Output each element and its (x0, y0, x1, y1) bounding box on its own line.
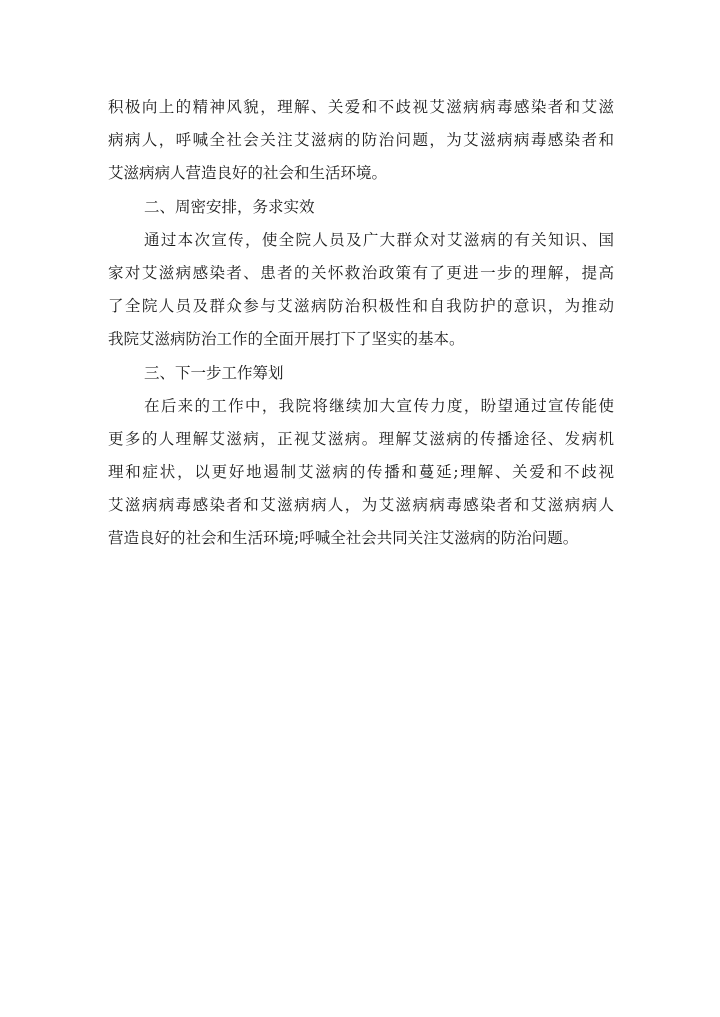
paragraph-line: 艾滋病病毒感染者和艾滋病病人，为艾滋病病毒感染者和艾滋病病人 (108, 496, 614, 514)
section-heading-2: 二、周密安排，务求实效 (144, 198, 315, 216)
paragraph-line: 家对艾滋病感染者、患者的关怀救治政策有了更进一步的理解，提高 (108, 264, 614, 282)
paragraph-2 (108, 224, 614, 356)
paragraph-line: 艾滋病病人营造良好的社会和生活环境。 (108, 164, 388, 182)
paragraph-line: 了全院人员及群众参与艾滋病防治积极性和自我防护的意识，为推动 (108, 297, 614, 315)
paragraph-3 (108, 390, 614, 555)
paragraph-line: 理和症状，以更好地遏制艾滋病的传播和蔓延;理解、关爱和不歧视 (108, 463, 614, 481)
paragraph-line: 通过本次宣传，使全院人员及广大群众对艾滋病的有关知识、国 (144, 231, 614, 249)
paragraph-line: 营造良好的社会和生活环境;呼喊全社会共同关注艾滋病的防治问题。 (108, 529, 579, 547)
section-heading-3: 三、下一步工作筹划 (144, 364, 284, 382)
paragraph-line: 病病人，呼喊全社会关注艾滋病的防治问题，为艾滋病病毒感染者和 (108, 131, 614, 149)
paragraph-line: 在后来的工作中，我院将继续加大宣传力度，盼望通过宣传能使 (144, 397, 614, 415)
document-body (108, 91, 614, 555)
paragraph-1 (108, 91, 614, 190)
paragraph-line: 更多的人理解艾滋病，正视艾滋病。理解艾滋病的传播途径、发病机 (108, 430, 614, 448)
paragraph-line: 我院艾滋病防治工作的全面开展打下了坚实的基本。 (108, 330, 465, 348)
paragraph-line: 积极向上的精神风貌，理解、关爱和不歧视艾滋病病毒感染者和艾滋 (108, 98, 614, 116)
